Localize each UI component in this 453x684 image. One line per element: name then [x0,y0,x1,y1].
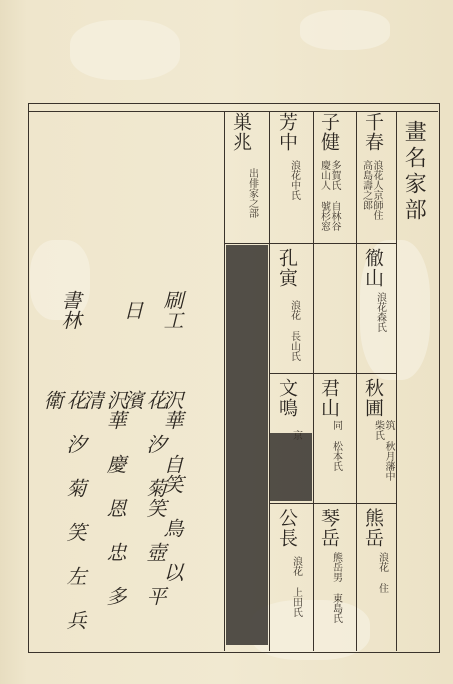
entry-note: 筑 秋月藩中 柴氏 [372,420,394,481]
colophon-line: 沢華 自笑 鳥 以 [160,390,184,582]
entry-name: 徹山 [361,248,384,288]
entry-note: 浪花人京師住 高島壽之郎 [360,160,382,220]
entry-name: 千春 [361,112,384,152]
entry-name: 公長 [275,508,298,548]
cell-divider [269,243,396,244]
section-title: 畫名家部 [401,120,427,224]
entry-note: 京 [290,430,302,440]
colophon-date: 日 [120,300,144,320]
paper-stain [300,10,390,50]
entry-name: 熊岳 [361,508,384,548]
entry-note: 多賀氏 自林谷 慶山人 號杉窓 [318,160,340,231]
entry-note: 熊岳男 東島氏 [330,552,342,623]
entry-name: 文鳴 [275,378,298,418]
entry-name: 子健 [317,112,340,152]
entry-name: 琴岳 [317,508,340,548]
entry-note: 出俳家之部 [246,168,258,218]
cell-divider [224,243,269,244]
colophon-line: 花 汐 菊笑 壺 平 濱 [120,390,167,606]
entry-note: 浪花 上田氏 [290,556,302,617]
entry-name: 芳中 [275,112,298,152]
column-divider [224,111,225,651]
entry-note: 浪花 住 [376,552,388,593]
entry-name: 孔寅 [275,248,298,288]
column-divider [396,111,397,651]
cell-divider [269,503,396,504]
entry-note: 同 松本氏 [330,420,342,471]
entry-note: 浪花森氏 [374,292,386,332]
colophon-printer: 刷工 [160,290,184,330]
colophon-line: 花 汐 菊 笑 左 兵 衛 [40,390,87,630]
entry-name: 秋圃 [361,378,384,418]
colophon-publisher: 書林 [58,290,82,330]
entry-name: 君山 [317,378,340,418]
column-divider [269,111,270,651]
entry-note: 浪花中氏 [288,160,300,200]
ink-damage [226,245,268,645]
column-divider [356,111,357,651]
entry-name: 巣兆 [229,112,252,152]
column-divider [313,111,314,651]
cell-divider [269,373,396,374]
paper-stain [70,20,180,80]
colophon-line: 沢華 慶 恩 忠 多 清 [80,390,127,606]
entry-note: 浪花 長山氏 [288,300,300,361]
